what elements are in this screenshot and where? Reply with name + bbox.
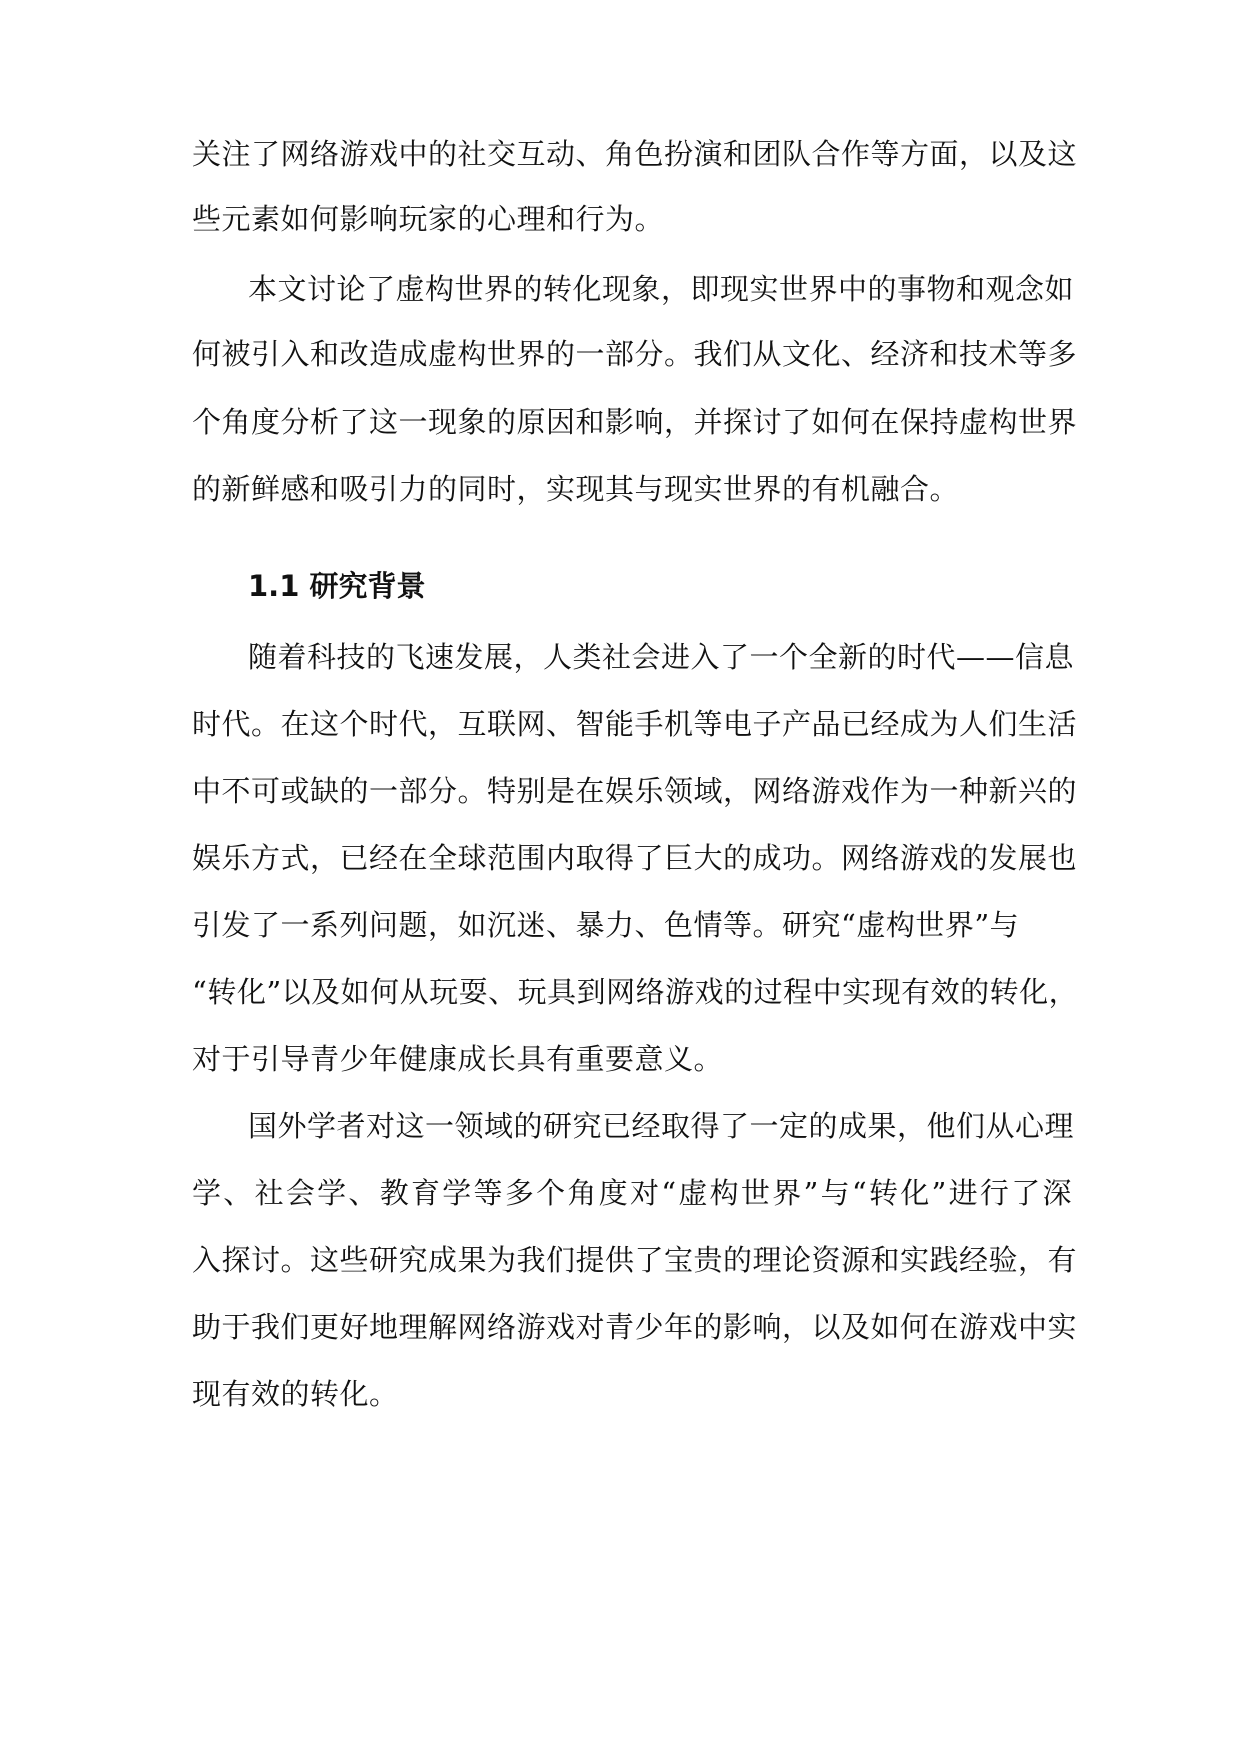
paragraph-1-line-2: 些元素如何影响玩家的心理和行为。 <box>192 202 665 236</box>
paragraph-2-line-2: 何被引入和改造成虚构世界的一部分。我们从文化、经济和技术等多 <box>192 337 1078 371</box>
paragraph-3-line-5: 引发了一系列问题，如沉迷、暴力、色情等。研究“虚构世界”与 <box>192 908 1020 942</box>
paragraph-4-line-4: 助于我们更好地理解网络游戏对青少年的影响，以及如何在游戏中实 <box>192 1310 1078 1344</box>
paragraph-3-line-3: 中不可或缺的一部分。特别是在娱乐领域，网络游戏作为一种新兴的 <box>192 774 1078 808</box>
paragraph-2-line-1: 本文讨论了虚构世界的转化现象，即现实世界中的事物和观念如 <box>248 272 1075 306</box>
paragraph-1-line-1: 关注了网络游戏中的社交互动、角色扮演和团队合作等方面，以及这 <box>192 137 1078 171</box>
paragraph-3-line-2: 时代。在这个时代，互联网、智能手机等电子产品已经成为人们生活 <box>192 707 1078 741</box>
paragraph-4-line-2: 学、社会学、教育学等多个角度对“虚构世界”与“转化”进行了深 <box>192 1176 1072 1210</box>
paragraph-4-line-1: 国外学者对这一领域的研究已经取得了一定的成果，他们从心理 <box>248 1109 1075 1143</box>
paragraph-3-line-1: 随着科技的飞速发展，人类社会进入了一个全新的时代——信息 <box>248 640 1075 674</box>
paragraph-3-line-4: 娱乐方式，已经在全球范围内取得了巨大的成功。网络游戏的发展也 <box>192 841 1078 875</box>
paragraph-2-line-3: 个角度分析了这一现象的原因和影响，并探讨了如何在保持虚构世界 <box>192 405 1078 439</box>
paragraph-2-line-4: 的新鲜感和吸引力的同时，实现其与现实世界的有机融合。 <box>192 472 960 506</box>
section-heading: 1.1 研究背景 <box>248 569 426 603</box>
paragraph-3-line-7: 对于引导青少年健康成长具有重要意义。 <box>192 1042 724 1076</box>
paragraph-3-line-6: “转化”以及如何从玩耍、玩具到网络游戏的过程中实现有效的转化， <box>192 975 1079 1009</box>
paragraph-4-line-5: 现有效的转化。 <box>192 1377 399 1411</box>
paragraph-4-line-3: 入探讨。这些研究成果为我们提供了宝贵的理论资源和实践经验，有 <box>192 1243 1078 1277</box>
